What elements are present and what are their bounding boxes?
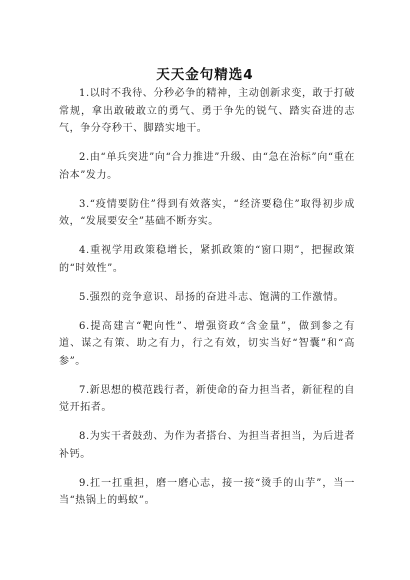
quote-item-6: 6.提高建言“靶向性”、增强资政“含金量”，做到参之有道、谋之有策、助之有力，行之有效，切实当好“智囊”和“高参”。 xyxy=(59,320,355,367)
quote-item-8: 8.为实干者鼓劲、为作为者搭台、为担当者担当，为后进者补钙。 xyxy=(59,431,355,460)
quote-item-9: 9.扛一扛重担，磨一磨心志，接一接“烫手的山芋”，当一当“热锅上的蚂蚁”。 xyxy=(59,477,355,506)
quote-item-4: 4.重视学用政策稳增长，紧抓政策的“窗口期”，把握政策的“时效性”。 xyxy=(59,245,355,274)
quote-item-5: 5.强烈的竞争意识、昂扬的奋进斗志、饱满的工作激情。 xyxy=(79,291,345,303)
quote-item-1: 1.以时不我待、分秒必争的精神，主动创新求变，敢于打破常规，拿出敢破敢立的勇气、勇于争先的锐气、踏实奋进的志气，争分夺秒干、脚踏实地干。 xyxy=(59,88,355,134)
quote-list xyxy=(59,85,355,521)
document-title: 天天金句精选4 xyxy=(156,67,254,83)
quote-item-7: 7.新思想的模范践行者，新使命的奋力担当者，新征程的自觉开拓者。 xyxy=(59,384,355,413)
quote-item-3: 3.“疫情要防住”得到有效落实，“经济要稳住”取得初步成效，“发展要安全”基础不断夯实。 xyxy=(59,198,355,227)
quote-item-2: 2.由“单兵突进”向“合力推进”升级、由“急在治标”向“重在治本”发力。 xyxy=(59,152,355,181)
